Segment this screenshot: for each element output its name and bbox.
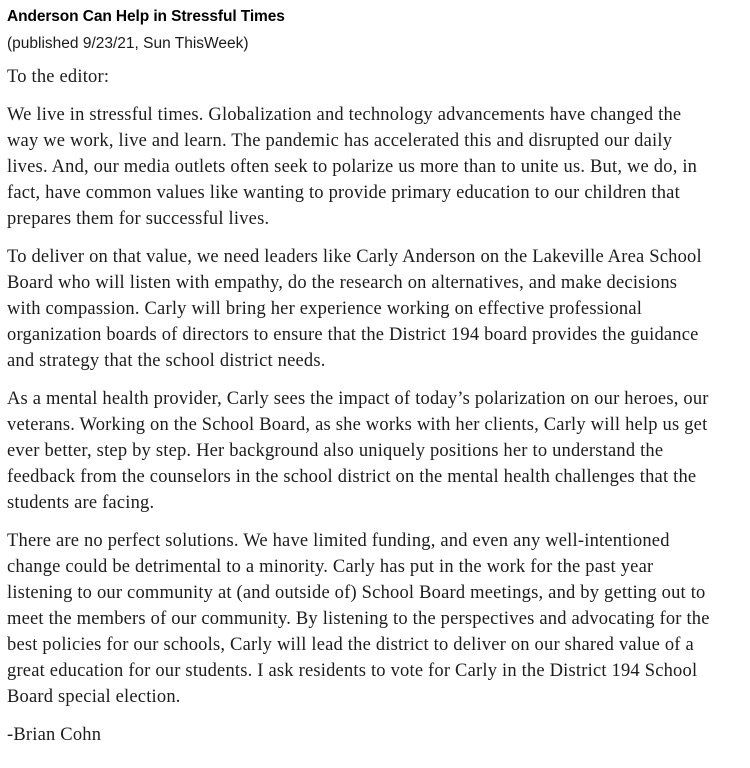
text-line: meet the members of our community. By listening to the perspectives and advocating for the <box>7 609 710 629</box>
text-line: We live in stressful times. Globalization and technology advancements have changed the <box>7 105 682 125</box>
text-line: listening to our community at (and outside of) School Board meetings, and by getting out to <box>7 583 706 603</box>
text-line: organization boards of directors to ensure that the District 194 board provides the guidance <box>7 325 699 345</box>
text-line: with compassion. Carly will bring her experience working on effective professional <box>7 299 643 319</box>
text-line: prepares them for successful lives. <box>7 209 270 229</box>
text-line: As a mental health provider, Carly sees the impact of today’s polarization on our heroes, our <box>7 389 709 409</box>
paragraph <box>7 244 742 374</box>
text-line: Board special election. <box>7 687 181 707</box>
text-line: feedback from the counselors in the school district on the mental health challenges that the <box>7 467 697 487</box>
text-line: students are facing. <box>7 493 155 513</box>
text-line: way we work, live and learn. The pandemic has accelerated this and disrupted our daily <box>7 131 673 151</box>
text-line: and strategy that the school district needs. <box>7 351 326 371</box>
text-line: great education for our students. I ask residents to vote for Carly in the District 194 School <box>7 661 698 681</box>
publication-note: (published 9/23/21, Sun ThisWeek) <box>7 35 249 52</box>
signature: -Brian Cohn <box>7 725 102 745</box>
paragraph <box>7 528 742 710</box>
text-line: To deliver on that value, we need leaders like Carly Anderson on the Lakeville Area School <box>7 247 702 267</box>
text-line: veterans. Working on the School Board, as she works with her clients, Carly will help us get <box>7 415 708 435</box>
text-line: best policies for our schools, Carly will lead the district to deliver on our shared value of a <box>7 635 694 655</box>
salutation: To the editor: <box>7 67 110 87</box>
text-line: ever better, step by step. Her background also uniquely positions her to understand the <box>7 441 664 461</box>
letter-body <box>7 102 742 710</box>
text-line: fact, have common values like wanting to provide primary education to our children that <box>7 183 680 203</box>
letter-title: Anderson Can Help in Stressful Times <box>7 8 285 25</box>
text-line: Board who will listen with empathy, do the research on alternatives, and make decisions <box>7 273 678 293</box>
paragraph <box>7 102 742 232</box>
text-line: change could be detrimental to a minority. Carly has put in the work for the past year <box>7 557 654 577</box>
paragraph <box>7 386 742 516</box>
text-line: There are no perfect solutions. We have limited funding, and even any well-intentioned <box>7 531 670 551</box>
text-line: lives. And, our media outlets often seek to polarize us more than to unite us. But, we do, in <box>7 157 698 177</box>
